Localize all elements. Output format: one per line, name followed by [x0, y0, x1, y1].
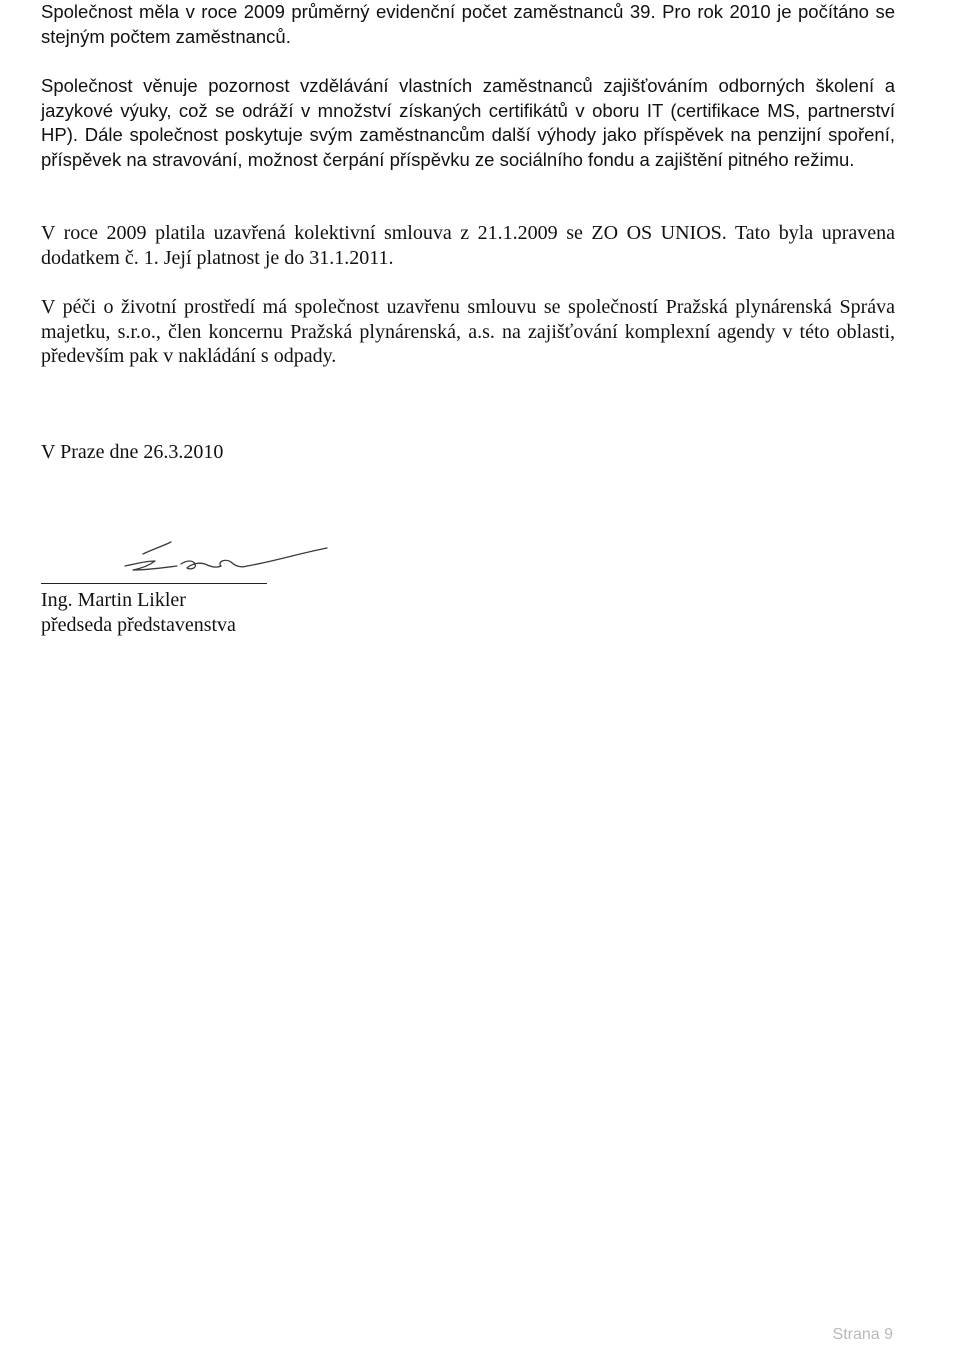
signature-line [41, 583, 267, 584]
place-date: V Praze dne 26.3.2010 [41, 441, 224, 463]
signer-name: Ing. Martin Likler [41, 589, 186, 611]
signer-role: předseda představenstva [41, 614, 236, 636]
paragraph-employee-count: Společnost měla v roce 2009 průměrný evidenční počet zaměstnanců 39. Pro rok 2010 je počítáno se stejným počtem zaměstnanců. [41, 1, 895, 47]
handwritten-signature [121, 528, 331, 580]
paragraph-employee-training: Společnost věnuje pozornost vzdělávání vlastních zaměstnanců zajišťováním odborných školení a jazykové výuky, což se odráží v množství získaných certifikátů v oboru IT (certifikace MS, partnerství HP). Dále společnost poskytuje svým zaměstnancům další výhody jako příspěvek na penzijní spoření, příspěvek na stravování, možnost čerpání příspěvku ze sociálního fondu a zajištění pitného režimu. [41, 75, 895, 170]
page-number: Strana 9 [832, 1326, 893, 1343]
signature-block [41, 440, 361, 636]
paragraph-environment: V péči o životní prostředí má společnost uzavřenu smlouvu se společností Pražská plynárenská Správa majetku, s.r.o., člen koncernu Pražská plynárenská, a.s. na zajišťování komplexní agendy v této oblasti, především pak v nakládání s odpady. [41, 296, 895, 368]
paragraph-collective-agreement: V roce 2009 platila uzavřená kolektivní smlouva z 21.1.2009 se ZO OS UNIOS. Tato byla upravena dodatkem č. 1. Její platnost je do 31.1.2011. [41, 222, 895, 269]
